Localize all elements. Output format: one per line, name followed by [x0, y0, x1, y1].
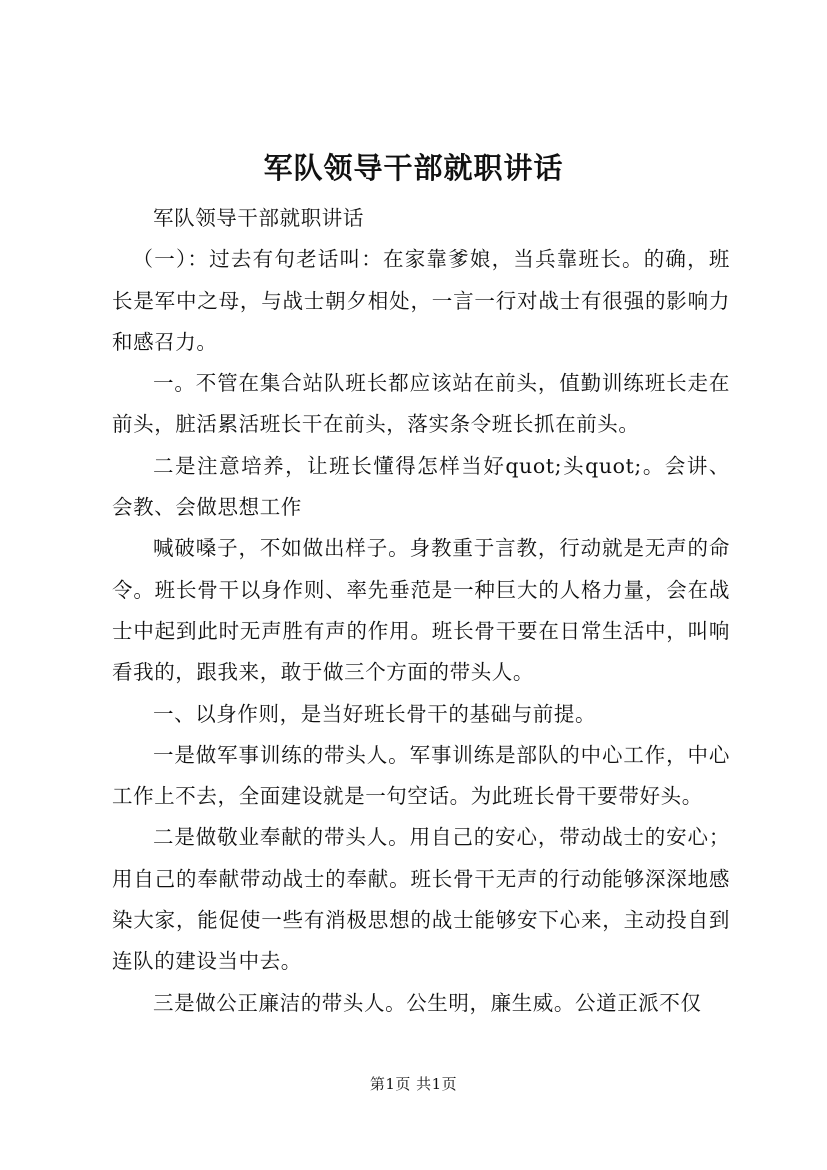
paragraph: 喊破嗓子，不如做出样子。身教重于言教，行动就是无声的命令。班长骨干以身作则、率先垂范是一种巨大的人格力量，会在战士中起到此时无声胜有声的作用。班长骨干要在日常生活中，叫响看我的，跟我来，敢于做三个方面的带头人。	[112, 536, 730, 685]
document-title: 军队领导干部就职讲话	[263, 151, 564, 185]
paragraph: 一、以身作则，是当好班长骨干的基础与前提。	[153, 701, 597, 726]
paragraph: 三是做公正廉洁的带头人。公生明，廉生威。公道正派不仅	[153, 990, 702, 1015]
paragraph-subtitle: 军队领导干部就职讲话	[153, 206, 364, 230]
paragraph: （一）：过去有句老话叫：在家靠爹娘，当兵靠班长。的确，班长是军中之母，与战士朝夕相处，一言一行对战士有很强的影响力和感召力。	[112, 247, 730, 354]
page-footer: 第1页 共1页	[369, 1075, 458, 1093]
paragraph: 二是注意培养，让班长懂得怎样当好quot;头quot;。会讲、会教、会做思想工作	[112, 453, 730, 520]
document-body	[112, 198, 730, 1024]
paragraph: 二是做敬业奉献的带头人。用自己的安心，带动战士的安心；用自己的奉献带动战士的奉献。班长骨干无声的行动能够深深地感染大家，能促使一些有消极思想的战士能够安下心来，主动投自到连队的建设当中去。	[112, 825, 730, 974]
paragraph: 一是做军事训练的带头人。军事训练是部队的中心工作，中心工作上不去，全面建设就是一句空话。为此班长骨干要带好头。	[112, 742, 730, 809]
paragraph: 一。不管在集合站队班长都应该站在前头，值勤训练班长走在前头，脏活累活班长干在前头，落实条令班长抓在前头。	[112, 371, 730, 437]
